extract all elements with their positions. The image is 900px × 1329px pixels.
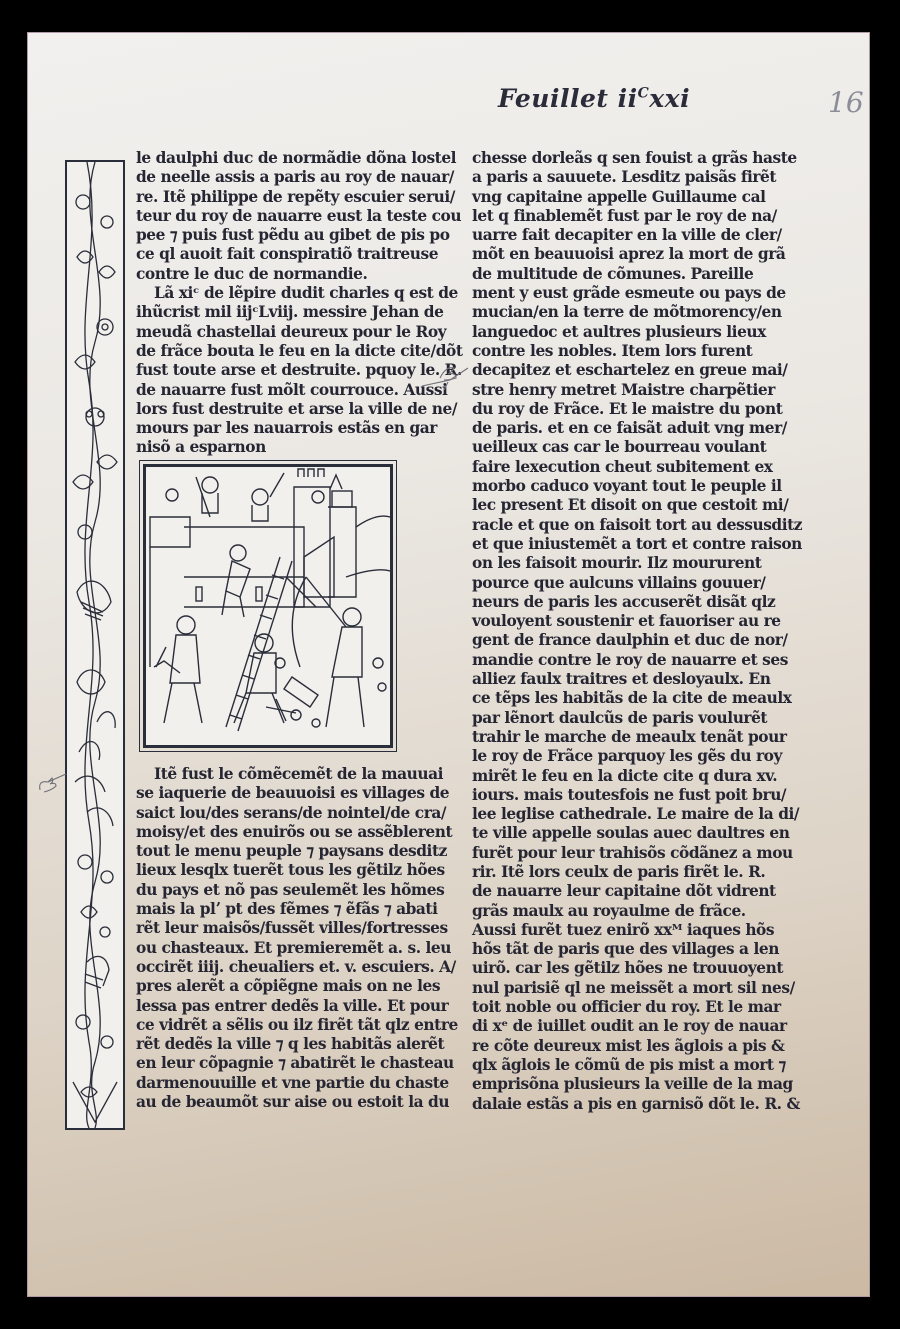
text-line: stre henry metret Maistre charpẽtier	[472, 380, 775, 399]
text-line: tout le menu peuple ⁊ paysans desditz	[136, 842, 447, 861]
text-line: mõt en beauuoisi aprez la mort de grã	[472, 245, 786, 264]
text-line: decapitez et eschartelez en greue mai/	[472, 361, 788, 380]
text-line: du pays et nõ pas seulemẽt les hõmes	[136, 880, 445, 899]
text-line: meudã chastellai deureux pour le Roy	[136, 322, 447, 341]
text-line: ce tẽps les habitãs de la cite de meaulx	[472, 689, 792, 708]
text-line: languedoc et aultres plusieurs lieux	[472, 322, 766, 341]
text-line: emprisõna plusieurs la veille de la mag	[472, 1075, 793, 1094]
text-line: occirẽt iiij. cheualiers et. v. escuiers. A/	[136, 957, 456, 976]
text-line: mandie contre le roy de nauarre et ses	[472, 650, 788, 669]
text-line: vng capitaine appelle Guillaume cal	[472, 187, 766, 206]
text-line: ce vidrẽt a sẽlis ou ilz firẽt tãt qlz entre	[136, 1015, 458, 1034]
text-line: grãs maulx au royaulme de frãce.	[472, 901, 746, 920]
text-line: de neelle assis a paris au roy de nauar/	[136, 168, 454, 187]
text-line: teur du roy de nauarre eust la teste cou	[136, 206, 462, 225]
text-line: de nauarre leur capitaine dõt vidrent	[472, 882, 776, 901]
show-through-text	[290, 96, 296, 117]
paragraph-start-line: Itẽ fust le cõmẽcemẽt de la mauuai	[154, 765, 444, 783]
text-line: le roy de Frãce parquoy les gẽs du roy	[472, 747, 782, 766]
text-line: de nauarre fust mõlt courrouce. Aussi	[136, 380, 448, 399]
text-line: contre le duc de normandie.	[136, 264, 368, 283]
siege-scene-icon	[146, 467, 390, 745]
text-line: ou chasteaux. Et premieremẽt a. s. leu	[136, 938, 451, 957]
text-line: chesse dorleãs q sen fouist a grãs haste	[472, 149, 797, 167]
text-line: lee leglise cathedrale. Le maire de la di/	[472, 805, 800, 824]
text-line: mucian/en la terre de mõtmorency/en	[472, 303, 782, 322]
text-line: pource que aulcuns villains gouuer/	[472, 573, 766, 592]
text-line: nul parisiẽ ql ne meissẽt a mort sil nes/	[472, 978, 795, 997]
text-line: iours. mais toutesfois ne fust poit bru/	[472, 785, 787, 804]
text-line: mais la plʼ pt des fẽmes ⁊ ẽfãs ⁊ abati	[136, 900, 438, 919]
paragraph-start-line: Lã xiᶜ de lẽpire dudit charles q est de	[154, 284, 458, 303]
text-line: du roy de Frãce. Et le maistre du pont	[472, 399, 783, 418]
text-line: qlx ãglois le cõmũ de pis mist a mort ⁊	[472, 1055, 786, 1074]
text-line: se iaquerie de beauuoisi es villages de	[136, 784, 450, 803]
text-line: vouloyent soustenir et fauoriser au re	[472, 612, 781, 631]
left-column-upper-text	[136, 149, 462, 458]
text-line: de frãce bouta le feu en la dicte cite/dõt	[136, 341, 463, 360]
text-line: de paris. et en ce faisãt aduit vng mer/	[472, 419, 787, 438]
text-line: nisõ a esparnon	[136, 438, 266, 457]
text-line: lieux lesqlx tuerẽt tous les gẽtilz hões	[136, 861, 445, 880]
text-line: ment y eust grãde esmeute ou pays de	[472, 284, 786, 303]
text-line: saict lou/des serans/de nointel/de cra/	[136, 803, 447, 822]
text-line: fust toute arse et destruite. pquoy le. R.	[136, 361, 462, 380]
text-line: neurs de paris les accuserẽt disãt qlz	[472, 592, 776, 611]
text-line: lessa pas entrer dedẽs la ville. Et pour	[136, 996, 449, 1015]
text-line: ihũcrist mil iijᶜLviij. messire Jehan de	[136, 303, 444, 322]
text-line: darmenouuille et vne partie du chaste	[136, 1073, 449, 1092]
text-line: au de beaumõt sur aise ou estoit la du	[136, 1093, 450, 1112]
text-line: re. Itẽ philippe de repẽty escuier serui/	[136, 187, 455, 206]
text-line: te ville appelle soulas auec daultres en	[472, 824, 790, 843]
text-line: mours par les nauarrois estãs en gar	[136, 419, 437, 438]
text-line: rẽt dedẽs la ville ⁊ q les habitãs alerẽt	[136, 1035, 445, 1054]
text-line: uarre fait decapiter en la ville de cler/	[472, 226, 782, 245]
text-line: a paris a sauuete. Lesditz paisãs firẽt	[472, 168, 777, 187]
floral-vine-icon	[67, 162, 123, 1128]
text-line: let q finablemẽt fust par le roy de na/	[472, 206, 777, 225]
siege-woodcut-illustration	[143, 464, 393, 748]
text-line: lors fust destruite et arse la ville de ne/	[136, 399, 458, 418]
text-line: pres alerẽt a cõpiẽgne mais on ne les	[136, 977, 441, 996]
text-line: et que iniustemẽt a tort et contre raison	[472, 534, 802, 553]
text-line: faire lexecution cheut subitement ex	[472, 457, 773, 476]
text-line: dalaie estãs a pis en garnisõ dõt le. R. &	[472, 1094, 800, 1113]
text-line: re cõte deureux mist les ãglois a pis &	[472, 1036, 785, 1055]
text-line: ueilleux cas car le bourreau voulant	[472, 438, 767, 457]
running-head-superscript: C	[637, 85, 650, 102]
running-head	[498, 84, 690, 113]
text-line: toit noble ou officier du roy. Et le mar	[472, 998, 781, 1017]
text-line: contre les nobles. Item lors furent	[472, 341, 753, 360]
text-line: par lẽnort daulcũs de paris voulurẽt	[472, 708, 768, 727]
text-line: di xᵉ de iuillet oudit an le roy de nauar	[472, 1017, 787, 1036]
text-line: gent de france daulphin et duc de nor/	[472, 631, 788, 650]
text-line: rẽt leur maisõs/fussẽt villes/fortresses	[136, 919, 448, 938]
text-line: Aussi furẽt tuez enirõ xxᴹ iaques hõs	[472, 920, 775, 939]
text-line: morbo caduco voyant tout le peuple il	[472, 477, 782, 496]
text-line: hõs tãt de paris que des villages a len	[472, 940, 779, 959]
text-line: furẽt pour leur trahisõs cõdãnez a mou	[472, 843, 793, 862]
text-line: moisy/et des enuirõs ou se assẽblerent	[136, 822, 453, 841]
text-line: on les faisoit mourir. Ilz moururent	[472, 554, 762, 573]
text-line: trahir le marche de meaulx tenãt pour	[472, 727, 787, 746]
text-line: alliez faulx traitres et desloyaulx. En	[472, 670, 771, 689]
floral-border-woodcut	[65, 160, 125, 1130]
text-line: mirẽt le feu en la dicte cite q dura xv.	[472, 766, 778, 785]
running-head-suffix: xxi	[649, 84, 691, 113]
running-head-prefix: Feuillet ii	[498, 84, 638, 113]
text-line: en leur cõpagnie ⁊ abatirẽt le chasteau	[136, 1054, 454, 1073]
text-line: uirõ. car les gẽtilz hões ne trouuoyent	[472, 959, 784, 978]
manicule-icon	[420, 362, 470, 392]
text-line: rir. Itẽ lors ceulx de paris firẽt le. R.	[472, 862, 766, 881]
manicule-icon	[36, 772, 68, 794]
text-line: racle et que on faisoit tort au dessusditz	[472, 515, 803, 534]
pencil-folio-number: 16	[828, 86, 864, 119]
text-line: de multitude de cõmunes. Pareille	[472, 264, 754, 283]
text-line: le daulphi duc de normãdie dõna lostel	[136, 149, 457, 167]
left-column-lower-text	[136, 765, 458, 1112]
text-line: pee ⁊ puis fust pẽdu au gibet de pis po	[136, 226, 450, 245]
right-column-text	[472, 149, 802, 1114]
text-line: lec present Et disoit on que cestoit mi/	[472, 496, 789, 515]
text-line: ce ql auoit fait conspiratiõ traitreuse	[136, 245, 439, 264]
